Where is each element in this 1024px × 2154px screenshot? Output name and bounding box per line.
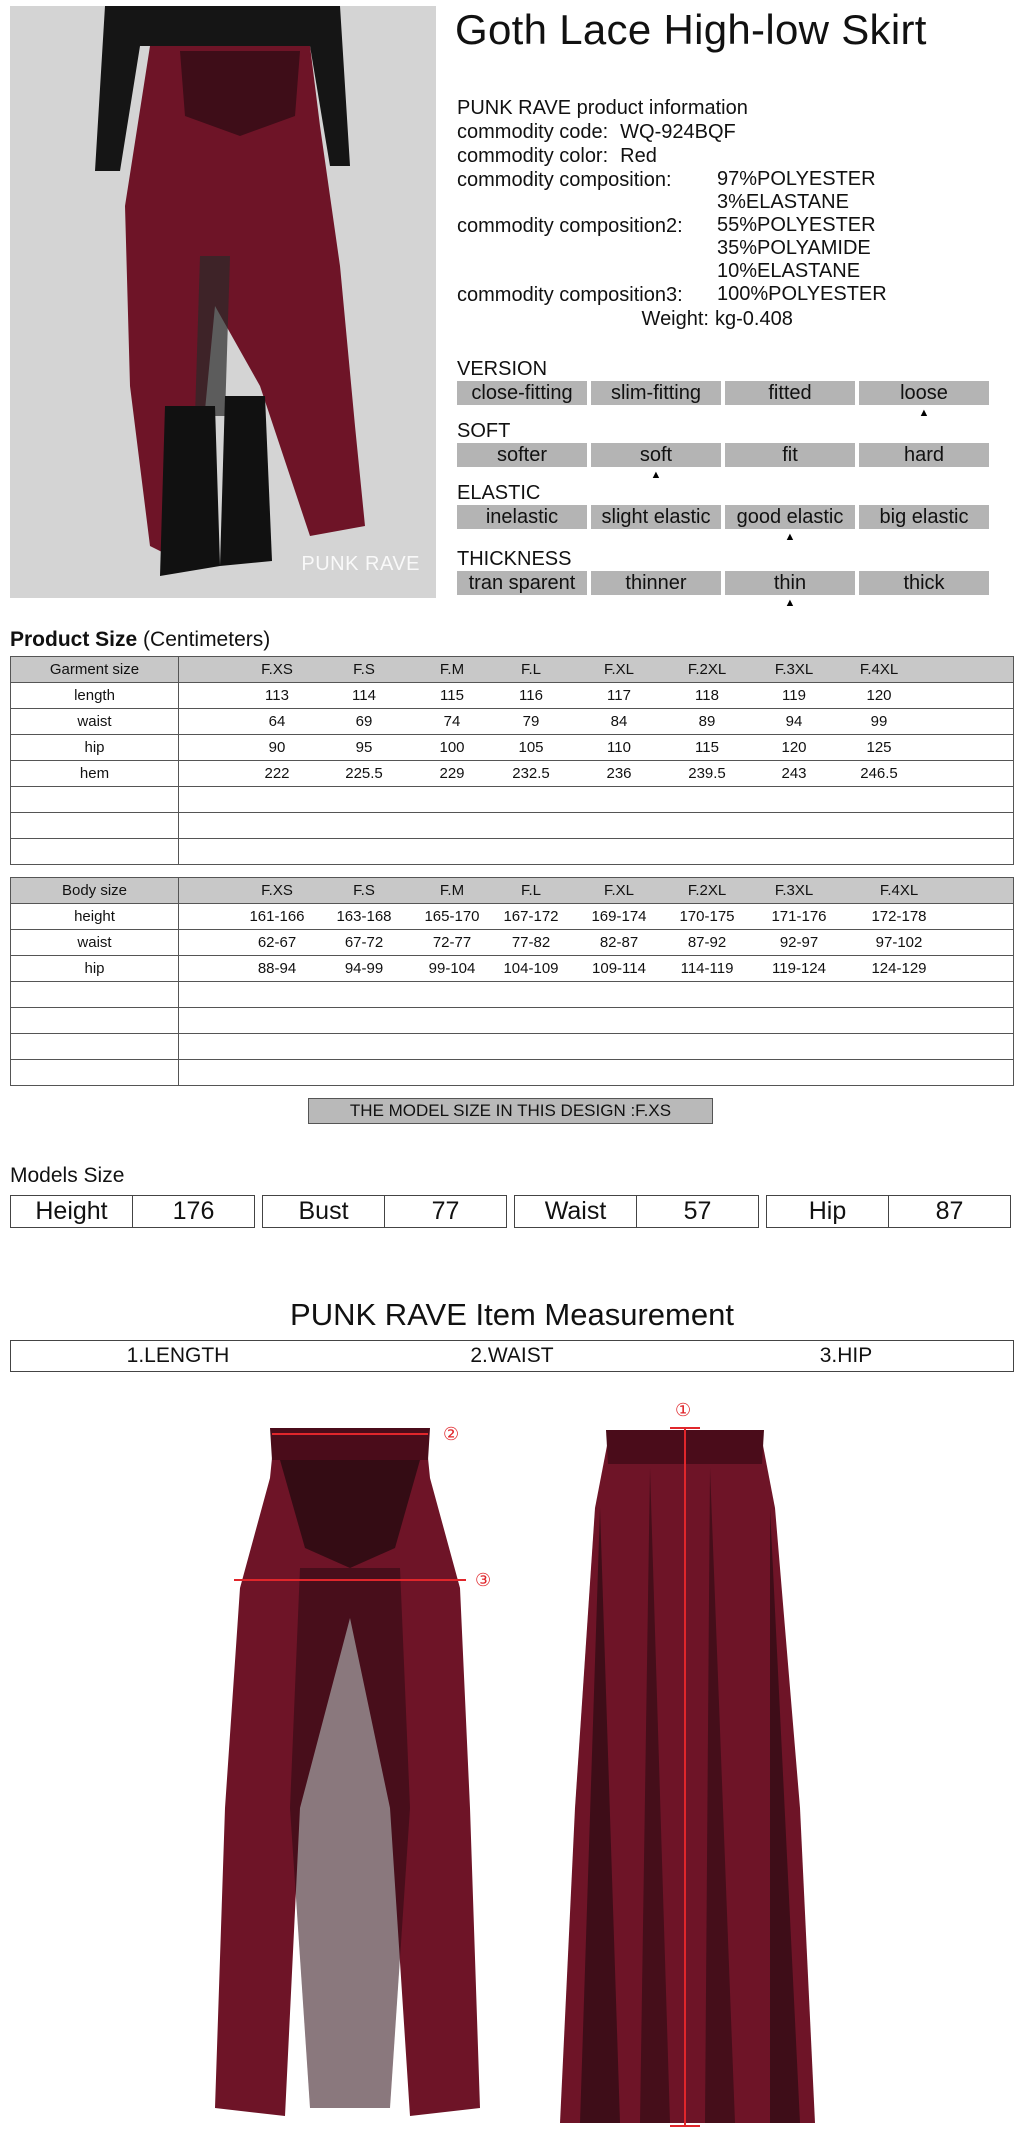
measurement-legend (10, 1340, 1014, 1372)
selected-marker-icon: ▲ (918, 407, 930, 419)
scale-option: hard (859, 443, 989, 467)
models-size-row (10, 1195, 1011, 1228)
selected-marker-icon: ▲ (784, 531, 796, 543)
scale-option: close-fitting (457, 381, 587, 405)
hip-marker-icon: ③ (475, 1570, 492, 1591)
scale-elastic: ELASTIC inelastic slight elastic good elastic ▲ big elastic (457, 482, 989, 529)
scale-option: big elastic (859, 505, 989, 529)
measurement-title: PUNK RAVE Item Measurement (290, 1297, 734, 1332)
scale-option: thinner (591, 571, 721, 595)
scale-option: tran sparent (457, 571, 587, 595)
table-row: hip 88-94 94-99 99-104 104-109 109-114 114-119 119-124 124-129 (11, 956, 1014, 982)
front-skirt-image (215, 1428, 480, 2116)
info-color: commodity color: Red (457, 145, 657, 167)
info-comp1: commodity composition: 97%POLYESTER 3%ELASTANE (457, 168, 876, 213)
measurement-length: 1.LENGTH (126, 1344, 230, 1367)
table-row-empty (11, 839, 1014, 865)
info-comp3: commodity composition3: 100%POLYESTER (457, 283, 887, 306)
table-row-empty (11, 982, 1014, 1008)
selected-marker-icon: ▲ (650, 469, 662, 481)
back-skirt-image (560, 1430, 815, 2123)
model-height: Height 176 (10, 1195, 255, 1228)
model-bust: Bust 77 (262, 1195, 507, 1228)
model-size-note: THE MODEL SIZE IN THIS DESIGN :F.XS (308, 1098, 713, 1124)
product-info (457, 96, 887, 331)
product-title: Goth Lace High-low Skirt (455, 6, 927, 53)
model-photo-illustration (10, 6, 436, 598)
table-row-empty (11, 813, 1014, 839)
table-row: hip 90 95 100 105 110 115 120 125 (11, 735, 1014, 761)
body-size-table (10, 877, 1014, 1086)
info-weight: Weight: kg-0.408 (641, 308, 793, 330)
scale-option-selected: good elastic ▲ (725, 505, 855, 529)
measurement-diagram (0, 1388, 1024, 2148)
info-header: PUNK RAVE product information (457, 97, 748, 119)
models-size-title: Models Size (10, 1164, 125, 1187)
scale-version: VERSION close-fitting slim-fitting fitted loose ▲ (457, 358, 989, 405)
scale-option: softer (457, 443, 587, 467)
scale-option-selected: soft ▲ (591, 443, 721, 467)
hero-photo (10, 6, 436, 598)
table-row: waist 62-67 67-72 72-77 77-82 82-87 87-92 92-97 97-102 (11, 930, 1014, 956)
scale-option: slight elastic (591, 505, 721, 529)
scale-option-selected: loose ▲ (859, 381, 989, 405)
info-comp2: commodity composition2: 55%POLYESTER 35%POLYAMIDE 10%ELASTANE (457, 214, 876, 282)
table-row-empty (11, 1034, 1014, 1060)
model-hip: Hip 87 (766, 1195, 1011, 1228)
table-row: hem 222 225.5 229 232.5 236 239.5 243 246.5 (11, 761, 1014, 787)
table-row-empty (11, 1060, 1014, 1086)
table-row-empty (11, 1008, 1014, 1034)
measurement-hip: 3.HIP (819, 1344, 873, 1367)
scale-option: inelastic (457, 505, 587, 529)
scale-option-selected: thin ▲ (725, 571, 855, 595)
table-header-row: Body size F.XS F.S F.M F.L F.XL F.2XL F.3XL F.4XL (11, 878, 1014, 904)
scale-option: fit (725, 443, 855, 467)
table-row: waist 64 69 74 79 84 89 94 99 (11, 709, 1014, 735)
length-marker-icon: ① (675, 1400, 692, 1421)
hero-watermark: PUNK RAVE (301, 553, 420, 575)
waist-marker-icon: ② (443, 1424, 460, 1445)
skirt-diagram-illustration (0, 1388, 1024, 2148)
scale-option: fitted (725, 381, 855, 405)
scale-option: slim-fitting (591, 381, 721, 405)
table-row: height 161-166 163-168 165-170 167-172 169-174 170-175 171-176 172-178 (11, 904, 1014, 930)
table-row-empty (11, 787, 1014, 813)
model-waist: Waist 57 (514, 1195, 759, 1228)
info-code: commodity code: WQ-924BQF (457, 121, 736, 143)
scale-option: thick (859, 571, 989, 595)
table-header-row: Garment size F.XS F.S F.M F.L F.XL F.2XL F.3XL F.4XL (11, 657, 1014, 683)
product-size-title: Product Size (Centimeters) (10, 628, 271, 651)
garment-size-table (10, 656, 1014, 865)
scale-thickness: THICKNESS tran sparent thinner thin ▲ thick (457, 548, 989, 595)
scale-soft: SOFT softer soft ▲ fit hard (457, 420, 989, 467)
table-row: length 113 114 115 116 117 118 119 120 (11, 683, 1014, 709)
selected-marker-icon: ▲ (784, 597, 796, 609)
measurement-waist: 2.WAIST (470, 1344, 554, 1367)
